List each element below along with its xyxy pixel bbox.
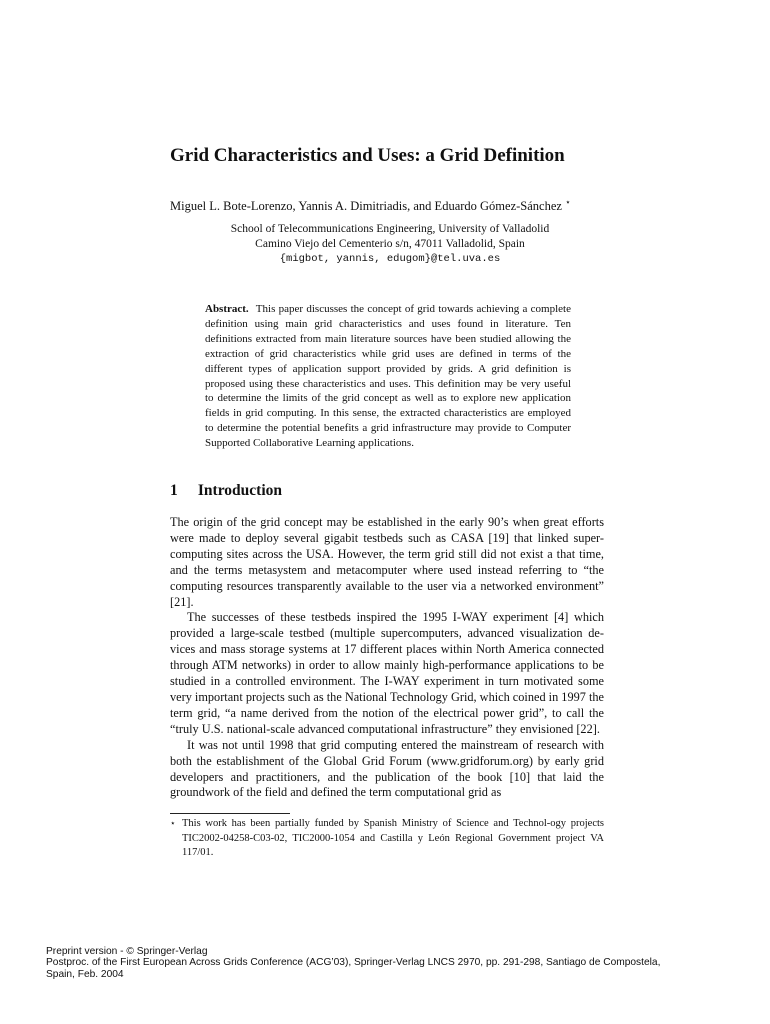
section-body (170, 515, 604, 801)
abstract-text: This paper discusses the concept of grid towards achieving a complete definition using main grid characteristics and uses found in literature. Ten definitions extracted from main literature sources have been studied allowing the extraction of grid characteristics while grid uses are defined in terms of the different types of application support provided by grids. A grid definition is proposed using these characteristics and uses. This definition may be very useful to determine the limits of the grid concept as well as to explore new application fields in grid computing. In this sense, the extracted characteristics are employed to determine the potential benefits a grid infrastructure may provide to Computer Supported Collaborative Learning applications. (205, 303, 571, 450)
author-footnote-mark: ⋆ (565, 197, 571, 207)
footnote-text: This work has been partially funded by Spanish Ministry of Science and Technol-ogy projects TIC2002-04258-C03-02, TIC2000-1054 and Castilla y León Regional Government project VA 117/01. (182, 818, 604, 859)
footnote-mark: ⋆ (170, 818, 176, 828)
affiliation (170, 222, 610, 267)
section-title: Introduction (197, 482, 282, 499)
section-heading (170, 482, 282, 500)
preprint-line-1: Preprint version - © Springer-Verlag (46, 946, 208, 957)
footnote (170, 817, 604, 861)
preprint-line-3: Spain, Feb. 2004 (46, 968, 124, 980)
author-list (170, 197, 610, 214)
preprint-line-2: Postproc. of the First European Across Grids Conference (ACG’03), Springer-Verlag LNCS 2970, pp. 291-298, Santiago de Compostela, (46, 957, 661, 969)
author-names: Miguel L. Bote-Lorenzo, Yannis A. Dimitriadis, and Eduardo Gómez-Sánchez (170, 199, 562, 214)
abstract-heading: Abstract. (205, 303, 249, 315)
preprint-notice (46, 946, 746, 980)
affiliation-line-1: School of Telecommunications Engineering, University of Valladolid (230, 223, 550, 235)
paragraph: The successes of these testbeds inspired the 1995 I-WAY experiment [4] which provided a large-scale testbed (multiple supercomputers, advanced visualization de-vices and mass storage systems at 17 different places within North America connected through ATM networks) in order to allow mainly high-performance applications to be studied in a controlled environment. The I-WAY experiment in turn motivated some very important projects such as the National Technology Grid, which coined in 1997 the term grid, “a name derived from the notion of the electrical power grid”, to call the “truly U.S. national-scale advanced computational infrastructure” they envisioned [22]. (170, 610, 604, 736)
footnote-divider (170, 813, 290, 814)
author-emails: {migbot, yannis, edugom}@tel.uva.es (279, 253, 501, 265)
paragraph: The origin of the grid concept may be established in the early 90’s when great efforts were made to deploy several gigabit testbeds such as CASA [19] that linked super-computing sites across the USA. However, the term grid still did not exist a that time, and the terms metasystem and metacomputer where used instead referring to “the computing resources transparently available to the user via a networked environment” [21]. (170, 515, 604, 609)
affiliation-line-2: Camino Viejo del Cementerio s/n, 47011 Valladolid, Spain (255, 238, 525, 250)
paper-title: Grid Characteristics and Uses: a Grid Definition (170, 145, 565, 166)
section-number: 1 (170, 482, 178, 499)
paragraph: It was not until 1998 that grid computing entered the mainstream of research with both the establishment of the Global Grid Forum (www.gridforum.org) by early grid developers and practitioners, and the publication of the book [10] that laid the groundwork of the field and defined the term computational grid as (170, 737, 604, 800)
abstract (205, 302, 571, 451)
